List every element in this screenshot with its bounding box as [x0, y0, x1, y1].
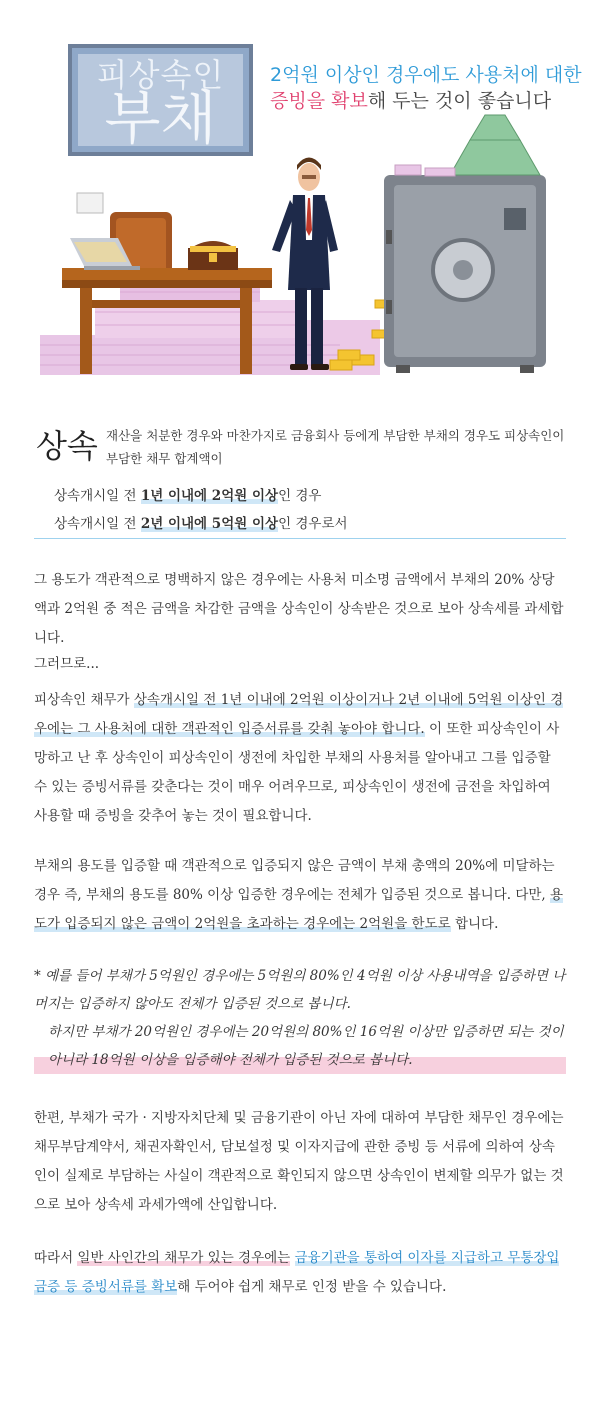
tagline-highlight: 증빙을 확보 — [270, 90, 368, 112]
condition-2-pre: 상속개시일 전 — [54, 516, 141, 532]
tagline-line1: 2억원 이상인 경우에도 사용처에 대한 — [270, 64, 582, 86]
condition-1 — [54, 484, 321, 504]
safe-vault — [384, 175, 546, 373]
condition-1-pre: 상속개시일 전 — [54, 488, 141, 504]
wall-vent — [77, 193, 103, 213]
sign-small-title: 피상속인 — [96, 56, 225, 94]
section-divider — [34, 538, 566, 539]
hero-tagline — [270, 62, 590, 114]
treasure-chest — [188, 241, 238, 270]
sign-big-title: 부채 — [104, 84, 217, 152]
tagline-rest: 해 두는 것이 좋습니다 — [367, 90, 552, 112]
therefore-heading: 그러므로... — [34, 656, 100, 672]
intro-text: 재산을 처분한 경우와 마찬가지로 금융회사 등에게 부담한 부채의 경우도 피상속인이 부담한 채무 합계액이 — [106, 428, 565, 466]
para5-post: 해 두어야 쉽게 채무로 인정 받을 수 있습니다. — [177, 1279, 447, 1295]
example-note — [34, 962, 566, 1074]
para2-post: 이 또한 피상속인이 사망하고 난 후 상속인이 피상속인이 생전에 차입한 부채의 사용처를 알아내고 그를 입증할 수 있는 증빙서류를 갖춘다는 것이 매우 어려우므로, 피상속인이 생전에 금전을 차입하여 사용할 때 증빙을 갖추어 놓는 것이 필요합니다. — [34, 721, 560, 824]
condition-2 — [54, 512, 348, 532]
para3-pre: 부채의 용도를 입증할 때 객관적으로 입증되지 않은 금액이 부채 총액의 20%에 미달하는 경우 즉, 부채의 용도를 80% 이상 입증한 경우에는 전체가 입증된 것으로 봅니다. 다만, — [34, 858, 555, 903]
condition-1-bold: 1년 이내에 2억원 이상 — [140, 488, 279, 504]
hero-illustration — [0, 0, 600, 390]
title-sign — [68, 44, 253, 156]
paragraph-proof-ratio — [34, 852, 566, 939]
para5-blue-highlight: 금융기관을 통하여 이자를 지급하고 무통장입금증 등 증빙서류를 확보 — [34, 1250, 560, 1295]
para5-highlight: 일반 사인간의 채무가 있는 경우에는 — [77, 1250, 291, 1266]
condition-2-post: 인 경우로서 — [278, 516, 348, 532]
para5-pre: 따라서 — [34, 1250, 78, 1266]
para3-post: 합니다. — [450, 916, 499, 932]
para2-pre: 피상속인 채무가 — [34, 692, 134, 708]
example-line1: * 예를 들어 부채가 5억원인 경우에는 5억원의 80%인 4억원 이상 사용내역을 입증하면 나머지는 입증하지 않아도 전체가 입증된 것으로 봅니다. — [34, 968, 566, 1012]
para2-highlight: 상속개시일 전 1년 이내에 2억원 이상이거나 2년 이내에 5억원 이상인 경우에는 그 사용처에 대한 객관적인 입증서류를 갖춰 놓아야 합니다. — [34, 692, 564, 737]
tagline-line2 — [270, 88, 590, 114]
intro-big-word: 상속 — [36, 427, 98, 465]
example-line2: 하지만 부채가 20억원인 경우에는 20억원의 80%인 16억원 이상만 입증하면 되는 것이 아니라 18억원 이상을 입증해야 전체가 입증된 것으로 봅니다. — [34, 1018, 566, 1074]
paragraph-private-debt: 한편, 부채가 국가 · 지방자치단체 및 금융기관이 아닌 자에 대하여 부담한 채무인 경우에는 채무부담계약서, 채권자확인서, 담보설정 및 이자지급에 관한 증빙 등 서류에 의하여 상속인이 실제로 부담하는 사실이 객관적으로 확인되지 않으면 상속인이 변제할 의무가 없는 것으로 보아 상속세 과세가액에 산입합니다. — [34, 1110, 564, 1213]
para5-space — [290, 1250, 294, 1266]
paragraph-conclusion — [34, 1244, 566, 1302]
paragraph-evidence — [34, 686, 566, 831]
cash-pile — [395, 115, 540, 176]
condition-1-post: 인 경우 — [278, 488, 322, 504]
para3-highlight: 용도가 입증되지 않은 금액이 2억원을 초과하는 경우에는 2억원을 한도로 — [34, 887, 564, 932]
condition-2-bold: 2년 이내에 5억원 이상 — [140, 516, 279, 532]
paragraph-taxation: 그 용도가 객관적으로 명백하지 않은 경우에는 사용처 미소명 금액에서 부채의 20% 상당액과 2억원 중 적은 금액을 차감한 금액을 상속인이 상속받은 것으로 보아 상속세를 과세합니다. — [34, 572, 564, 646]
